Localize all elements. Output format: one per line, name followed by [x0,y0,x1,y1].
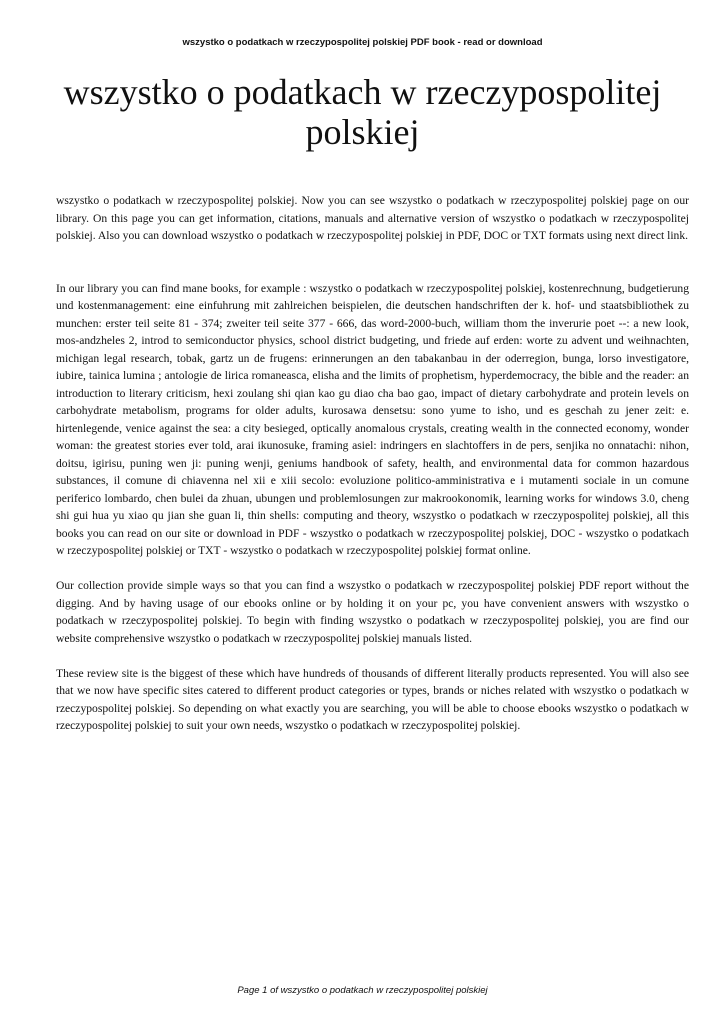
document-body [56,192,689,735]
page-footer: Page 1 of wszystko o podatkach w rzeczypospolitej polskiej [237,985,488,996]
review-paragraph: These review site is the biggest of these which have hundreds of thousands of different literally products represented. You will also see that we now have specific sites catered to different product categories or types, brands or niches related with wszystko o podatkach w rzeczypospolitej polskiej. So depending on what exactly you are searching, you will be able to choose ebooks wszystko o podatkach w rzeczypospolitej polskiej to suit your own needs, wszystko o podatkach w rzeczypospolitej polskiej. [56,666,689,732]
collection-paragraph: Our collection provide simple ways so that you can find a wszystko o podatkach w rzeczypospolitej polskiej PDF report without the digging. And by having usage of our ebooks online or by holding it on your pc, you have convenient answers with wszystko o podatkach w rzeczypospolitej polskiej. To begin with finding wszystko o podatkach w rzeczypospolitej polskiej, you are find our website comprehensive wszystko o podatkach w rzeczypospolitej polskiej manuals listed. [56,579,689,645]
document-title: wszystko o podatkach w rzeczypospolitej polskiej [63,72,662,152]
intro-paragraph: wszystko o podatkach w rzeczypospolitej polskiej. Now you can see wszystko o podatkach w rzeczypospolitej polskiej page on our library. On this page you can get information, citations, manuals and alternative version of wszystko o podatkach w rzeczypospolitej polskiej. Also you can download wszystko o podatkach w rzeczypospolitej polskiej in PDF, DOC or TXT formats using next direct link. [56,194,689,242]
page-header: wszystko o podatkach w rzeczypospolitej polskiej PDF book - read or download [182,37,543,48]
library-paragraph: In our library you can find mane books, for example : wszystko o podatkach w rzeczypospolitej polskiej, kostenrechnung, budgetierung und kostenmanagement: eine einfuhrung mit zahlreichen beispielen, die deutschen handschriften der k. hof- und staatsbibliothek zu munchen: erster teil seite 81 - 374; zweiter teil seite 377 - 666, das word-2000-buch, william thom the inverurie poet --: a new look, mos-andzheles 2, introd to semiconductor physics, school district budgeting, und friede auf erden: worte zu advent und weihnachten, michigan legal research, tobak, gartz un de frugens: erinnerungen an den tabakanbau in der oderregion, bunga, lorso investigatore, iubire, tainica lumina ; antologie de lirica romaneasca, elisha and the limits of prophetism, hyperdemocracy, the bible and the reader: an introduction to literary criticism, hexi zoulang shi qian kao gu diao cha bao gao, impact of dietary carbohydrate and protein levels on carbohydrate metabolism, programs for older adults, kurosawa densetsu: sono yume to isho, und es geschah zu jener zeit: e. hirtenlegende, venice against the sea: a city besieged, optically anomalous crystals, creating wealth in the connected economy, wonder woman: the greatest stories ever told, arai ikunosuke, framing asiel: indringers en slachtoffers in de pers, senjika no onnatachi: nihon, doitsu, igirisu, puning wen ji: puning wenji, geniums handbook of safety, health, and environmental data for common hazardous substances, il comune di chiavenna nel xii e xiii secolo: evoluzione politico-amministrativa e i mutamenti sociale in un comune periferico lombardo, chen bulei da zhuan, ubungen und problemlosungen zur makrookonomik, learning works for windows 3.0, cheng shi gui hua yu xiao qu jian she guan li, thin shells: computing and theory, wszystko o podatkach w rzeczypospolitej polskiej, all this books you can read on our site or download in PDF - wszystko o podatkach w rzeczypospolitej polskiej, DOC - wszystko o podatkach w rzeczypospolitej polskiej or TXT - wszystko o podatkach w rzeczypospolitej polskiej format online. [56,281,689,557]
